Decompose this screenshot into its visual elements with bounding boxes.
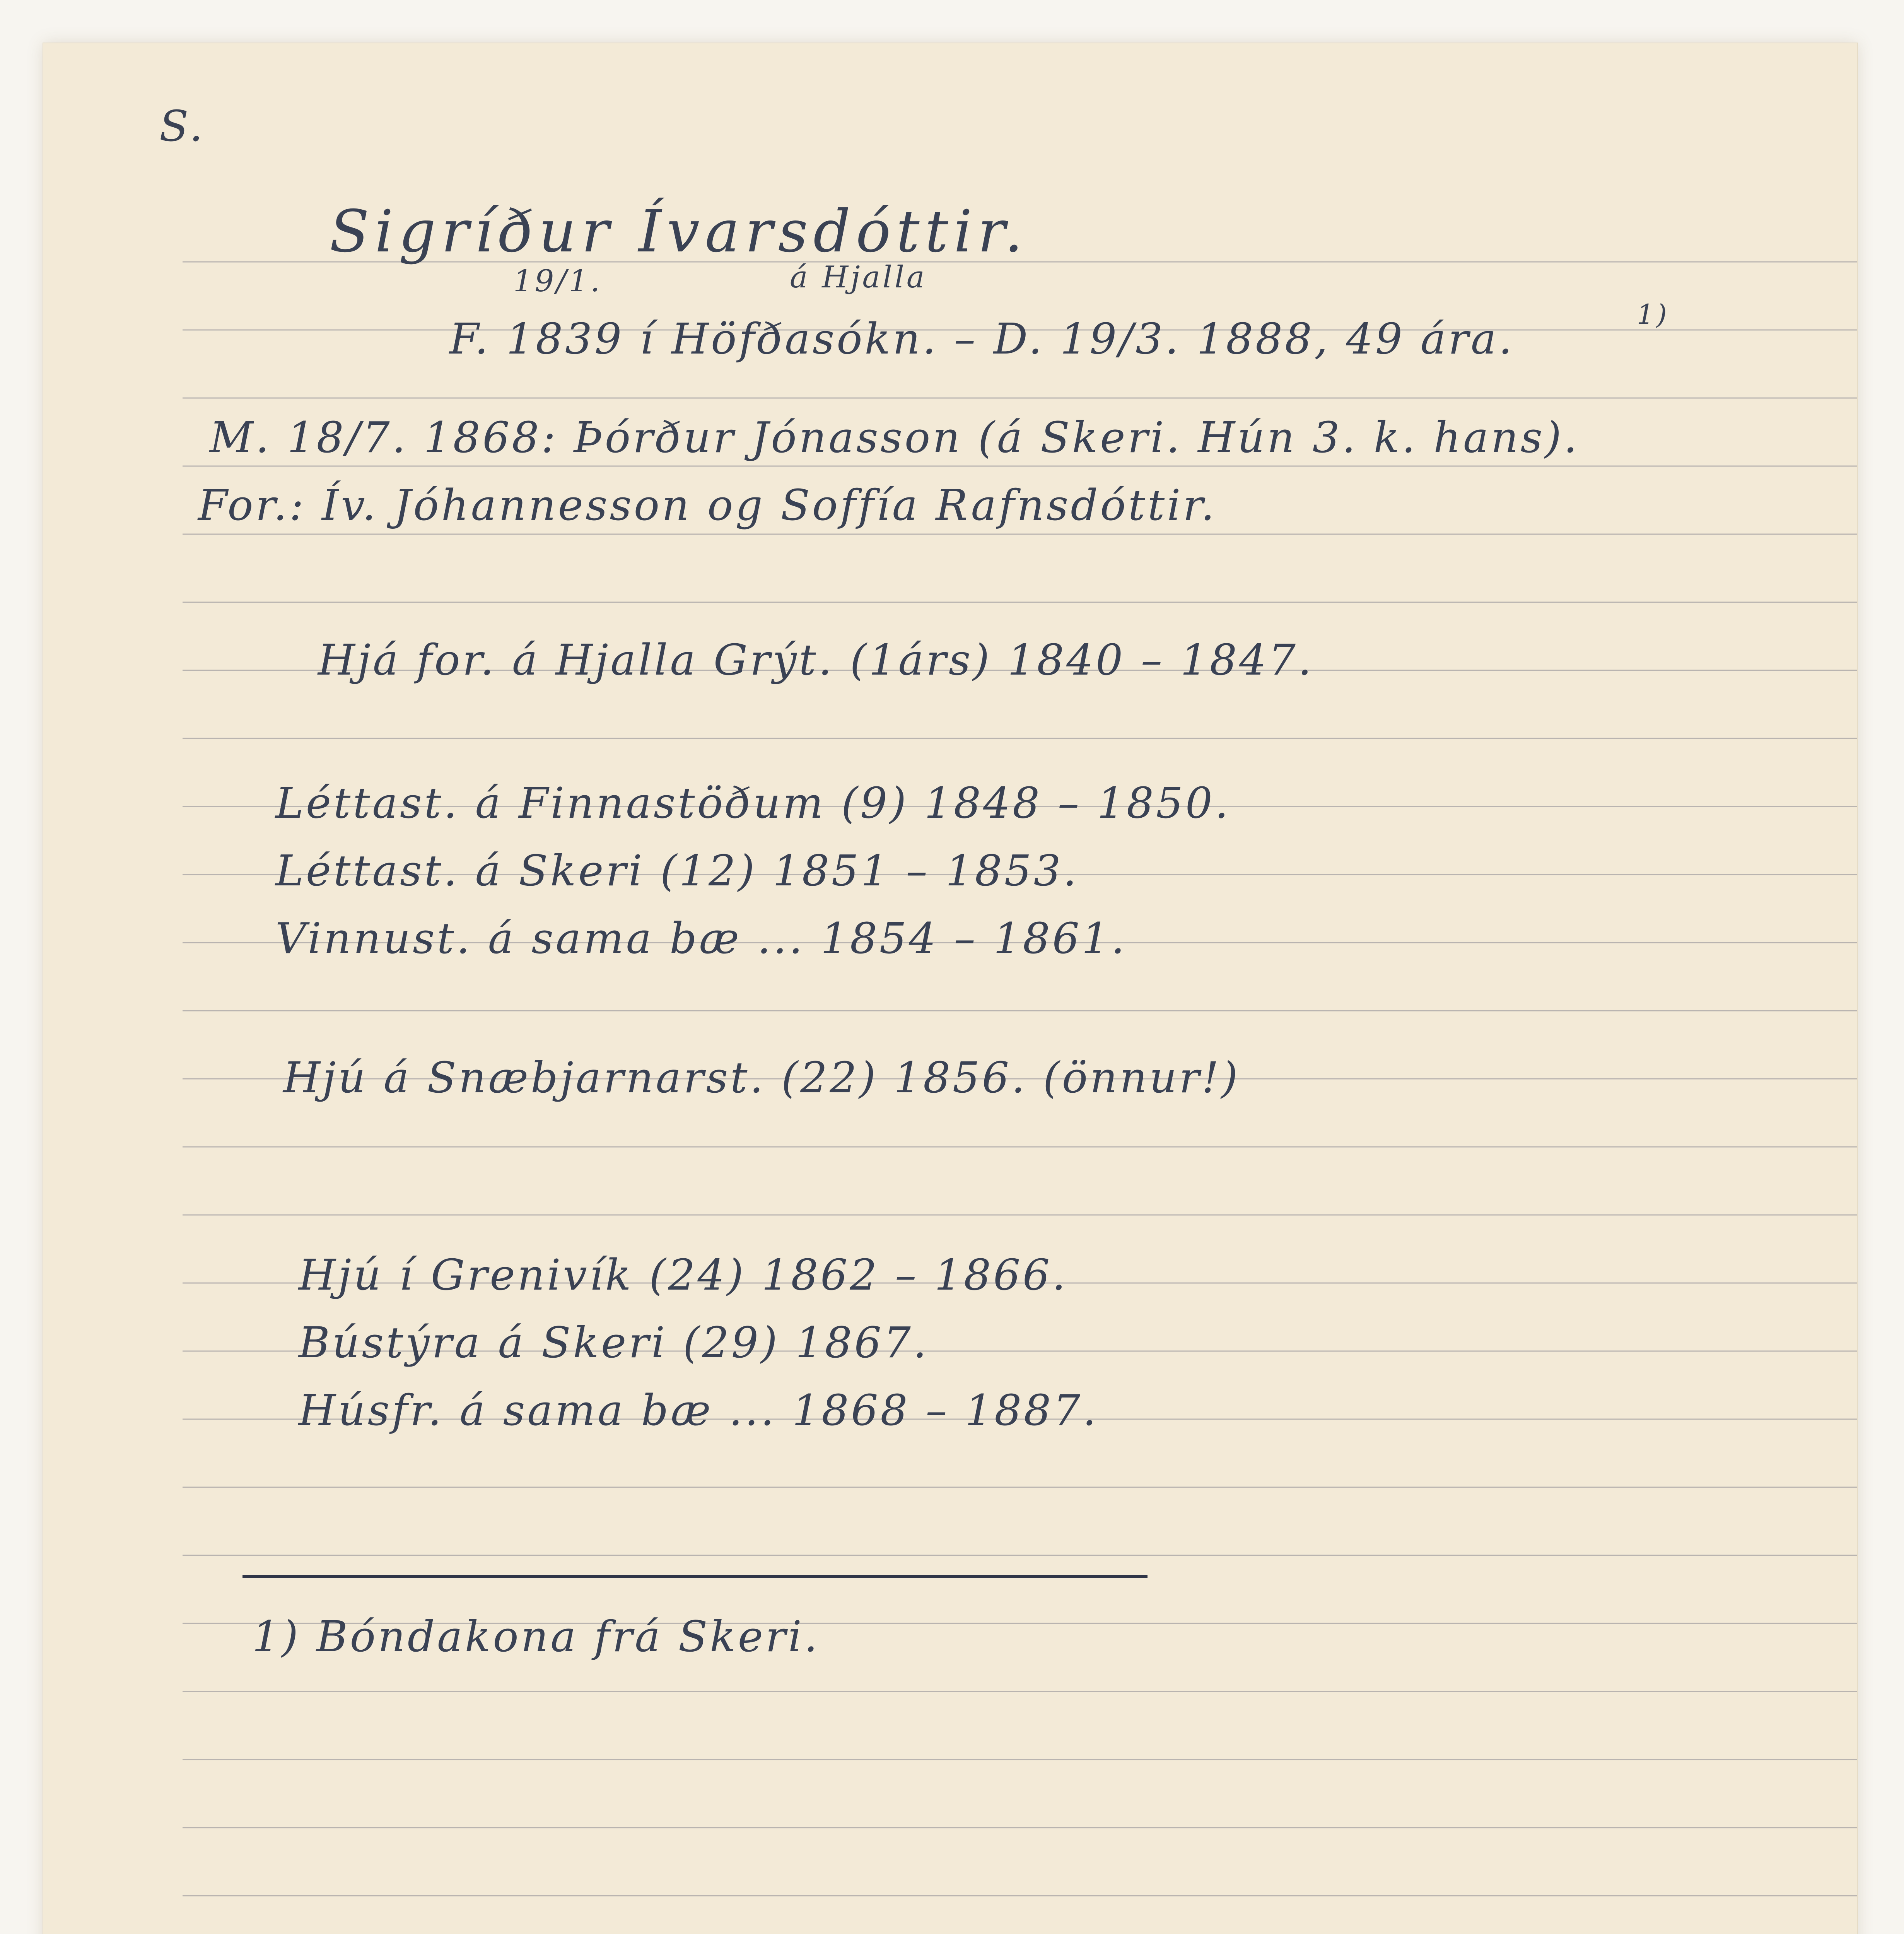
parents-line: For.: Ív. Jóhannesson og Soffía Rafnsdóttir. xyxy=(198,480,1217,530)
residence-line: Bústýra á Skeri (29) 1867. xyxy=(299,1318,929,1367)
page-title: Sigríður Ívarsdóttir. xyxy=(330,198,1028,265)
footnote-text: 1) Bóndakona frá Skeri. xyxy=(252,1612,820,1661)
residence-line: Hjá for. á Hjalla Grýt. (1árs) 1840 – 1847. xyxy=(318,635,1314,685)
footnote-marker: 1) xyxy=(1637,299,1669,330)
residence-line: Hjú í Grenivík (24) 1862 – 1866. xyxy=(299,1250,1068,1300)
residence-line: Léttast. á Skeri (12) 1851 – 1853. xyxy=(275,846,1079,895)
residence-line: Léttast. á Finnastöðum (9) 1848 – 1850. xyxy=(275,778,1231,828)
residence-line: Húsfr. á sama bæ ... 1868 – 1887. xyxy=(299,1386,1099,1435)
document-page xyxy=(43,43,1857,1934)
footnote-separator xyxy=(242,1575,1148,1578)
marriage-line: M. 18/7. 1868: Þórður Jónasson (á Skeri. Hún 3. k. hans). xyxy=(210,413,1580,462)
birth-place-insert: á Hjalla xyxy=(790,260,927,295)
birth-death-line: F. 1839 í Höfðasókn. – D. 19/3. 1888, 49 ára. xyxy=(449,314,1515,364)
birth-date-insert: 19/1. xyxy=(513,264,602,299)
page-letter: S. xyxy=(159,101,205,151)
residence-line: Vinnust. á sama bæ ... 1854 – 1861. xyxy=(275,914,1127,963)
residence-line: Hjú á Snæbjarnarst. (22) 1856. (önnur!) xyxy=(283,1053,1240,1102)
